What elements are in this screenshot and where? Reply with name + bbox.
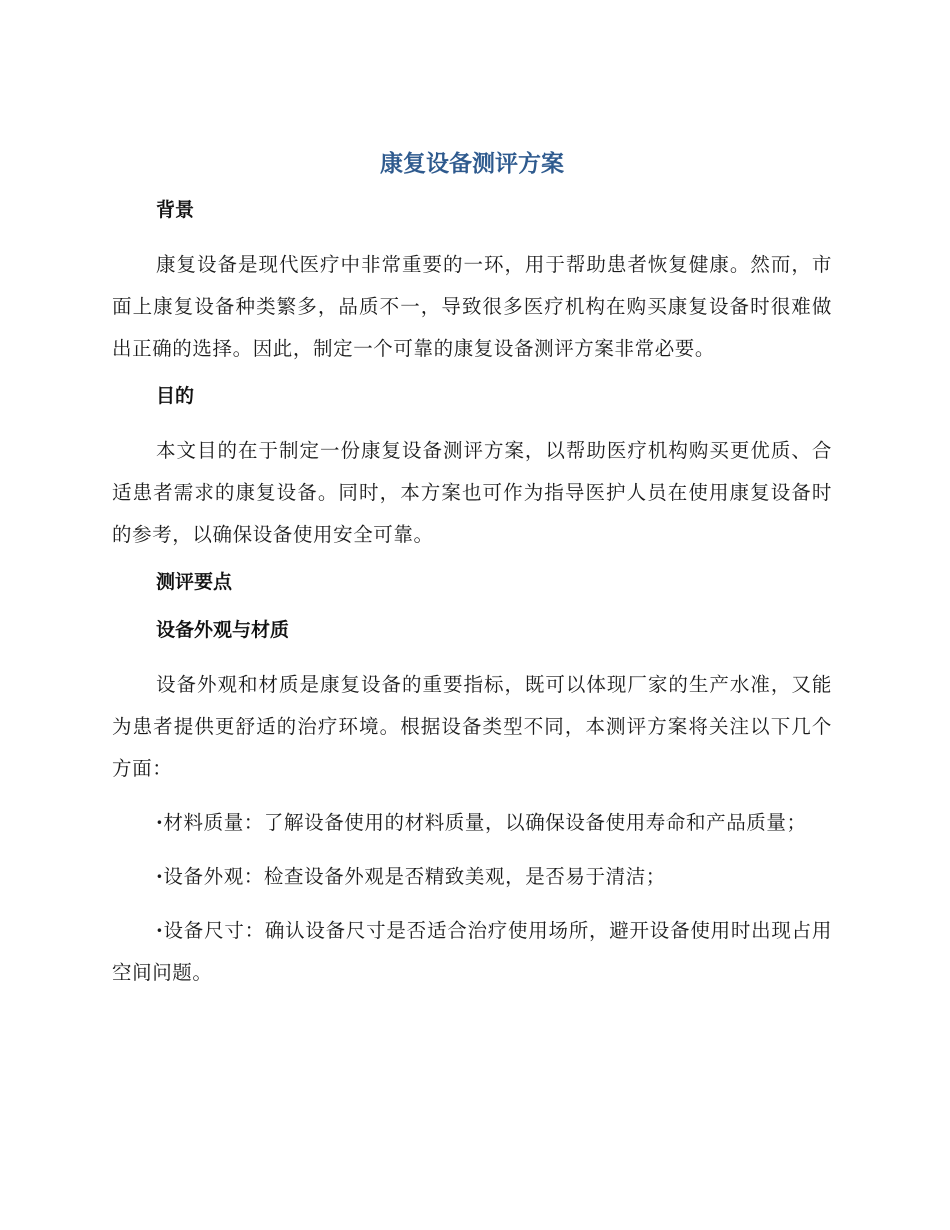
appearance-paragraph: 设备外观和材质是康复设备的重要指标，既可以体现厂家的生产水准，又能为患者提供更舒适的治疗环境。根据设备类型不同，本测评方案将关注以下几个方面： <box>112 673 832 780</box>
bullet-icon: · <box>156 811 164 834</box>
list-item-text: 设备尺寸：确认设备尺寸是否适合治疗使用场所，避开设备使用时出现占用空间问题。 <box>112 919 832 984</box>
list-item <box>112 802 832 844</box>
list-item-text: 材料质量：了解设备使用的材料质量，以确保设备使用寿命和产品质量； <box>163 811 807 834</box>
list-item <box>112 910 832 994</box>
section-heading-appearance: 设备外观与材质 <box>156 619 290 641</box>
bullet-icon: · <box>156 919 164 942</box>
section-heading-background: 背景 <box>156 199 195 221</box>
list-item-text: 设备外观：检查设备外观是否精致美观，是否易于清洁； <box>163 865 666 888</box>
background-paragraph: 康复设备是现代医疗中非常重要的一环，用于帮助患者恢复健康。然而，市面上康复设备种类繁多，品质不一，导致很多医疗机构在购买康复设备时很难做出正确的选择。因此，制定一个可靠的康复设备测评方案非常必要。 <box>112 253 832 360</box>
document-title: 康复设备测评方案 <box>380 151 564 177</box>
section-heading-purpose: 目的 <box>156 385 195 407</box>
bullet-icon: · <box>156 865 164 888</box>
purpose-paragraph: 本文目的在于制定一份康复设备测评方案，以帮助医疗机构购买更优质、合适患者需求的康复设备。同时，本方案也可作为指导医护人员在使用康复设备时的参考，以确保设备使用安全可靠。 <box>112 439 832 546</box>
list-item <box>112 856 832 898</box>
section-heading-key-points: 测评要点 <box>156 571 233 593</box>
document-page <box>112 148 832 1006</box>
